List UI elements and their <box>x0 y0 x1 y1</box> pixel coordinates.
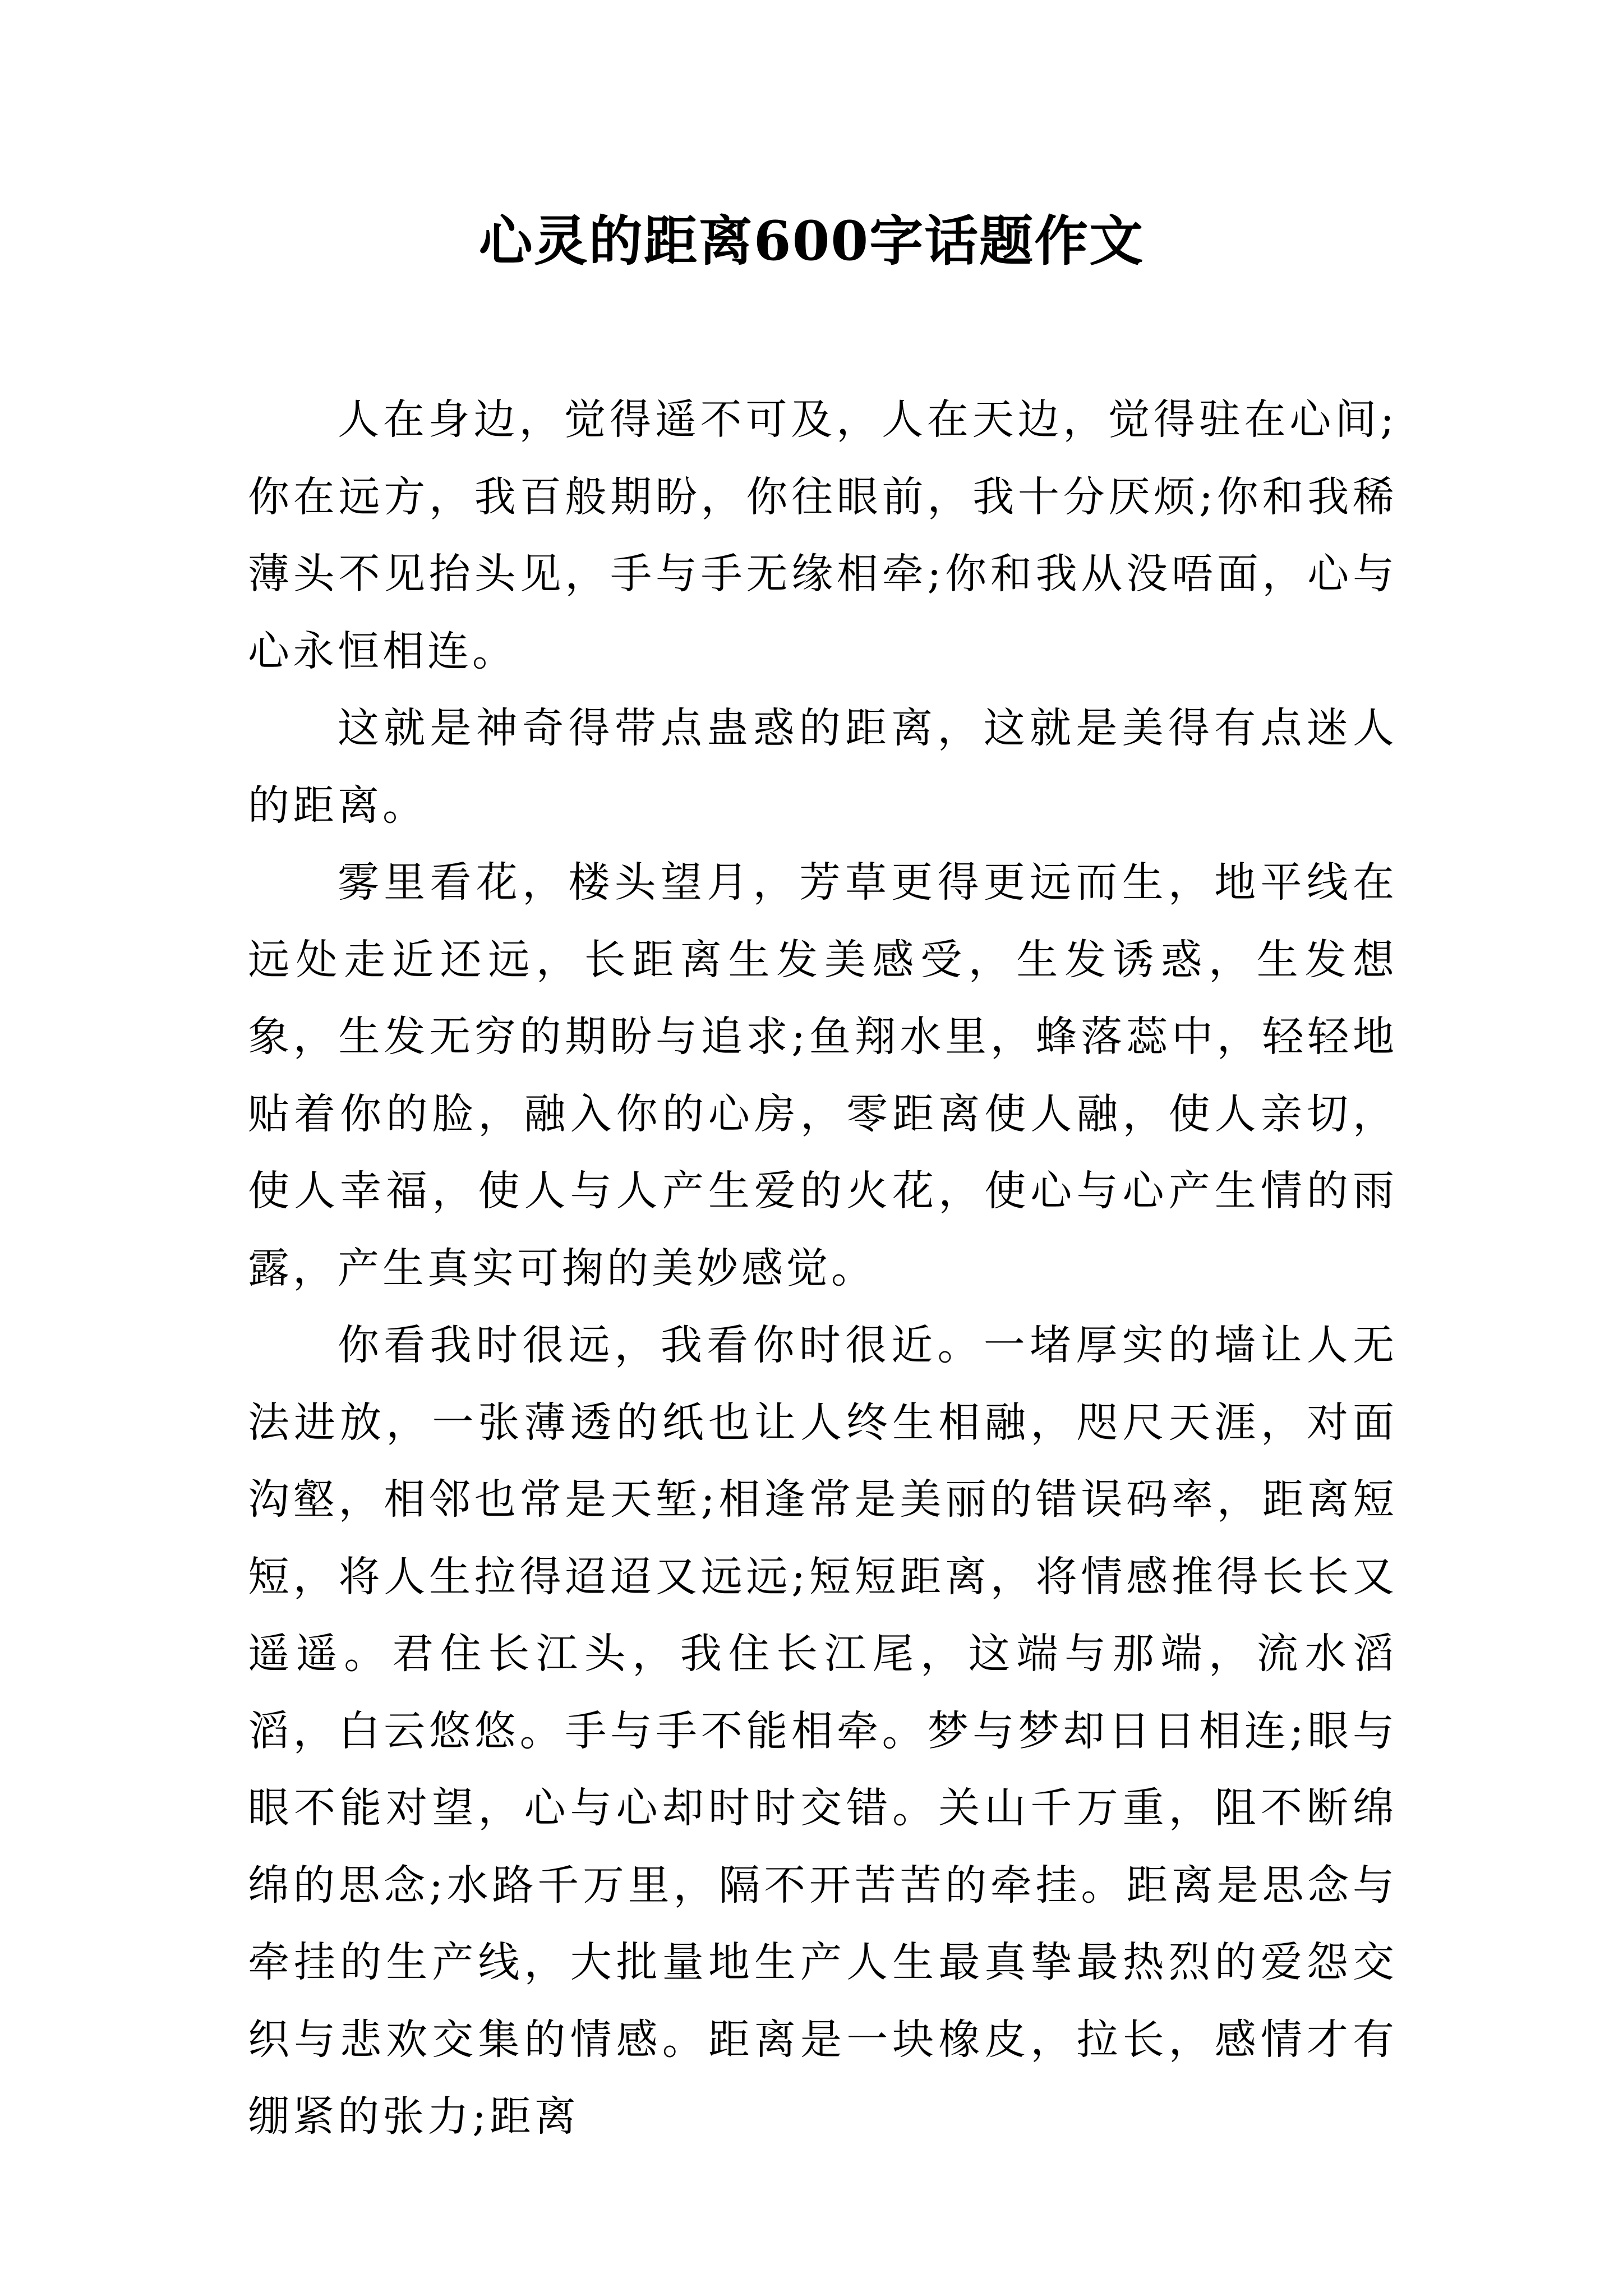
paragraph: 你看我时很远，我看你时很近。一堵厚实的墙让人无法进放，一张薄透的纸也让人终生相融，咫尺天涯，对面沟壑，相邻也常是天堑;相逢常是美丽的错误码率，距离短短，将人生拉得迢迢又远远;短短距离，将情感推得长长又遥遥。君住长江头，我住长江尾，这端与那端，流水滔滔，白云悠悠。手与手不能相牵。梦与梦却日日相连;眼与眼不能对望，心与心却时时交错。关山千万重，阻不断绵绵的思念;水路千万里，隔不开苦苦的牵挂。距离是思念与牵挂的生产线，大批量地生产人生最真挚最热烈的爱怨交织与悲欢交集的情感。距离是一块橡皮，拉长，感情才有绷紧的张力;距离 <box>248 1321 1398 2141</box>
paragraph: 雾里看花，楼头望月，芳草更得更远而生，地平线在远处走近还远，长距离生发美感受，生发诱惑，生发想象，生发无穷的期盼与追求;鱼翔水里，蜂落蕊中，轻轻地贴着你的脸，融入你的心房，零距离使人融，使人亲切，使人幸福，使人与人产生爱的火花，使心与心产生情的雨露，产生真实可掬的美妙感觉。 <box>248 858 1398 1292</box>
document-title: 心灵的距离600字话题作文 <box>478 209 1145 273</box>
document-body <box>248 381 1398 2156</box>
paragraph: 这就是神奇得带点蛊惑的距离，这就是美得有点迷人的距离。 <box>248 704 1398 830</box>
paragraph: 人在身边，觉得遥不可及，人在天边，觉得驻在心间;你在远方，我百般期盼，你往眼前，我十分厌烦;你和我稀薄头不见抬头见，手与手无缘相牵;你和我从没唔面，心与心永恒相连。 <box>248 395 1398 675</box>
